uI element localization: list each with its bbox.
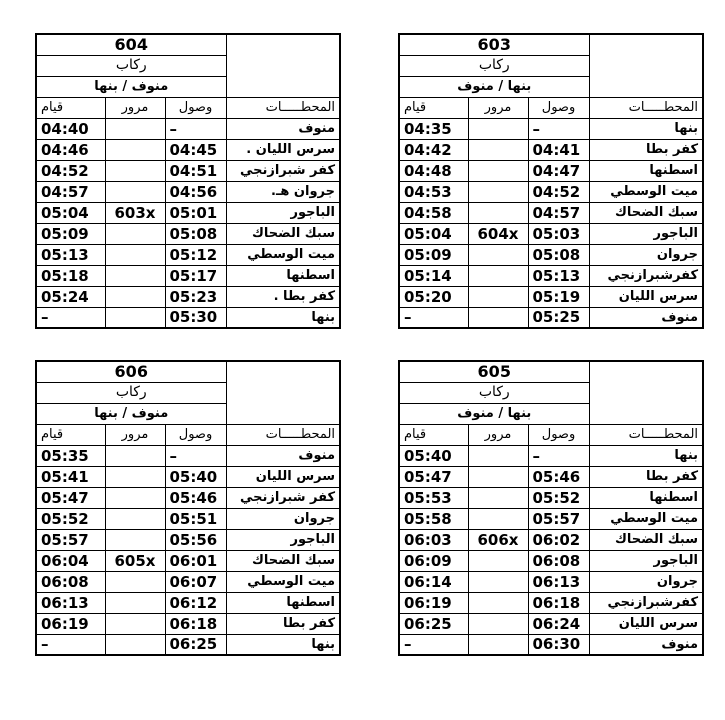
- train-number: 605: [477, 362, 511, 382]
- arrive-time: 05:08: [165, 223, 226, 244]
- depart-time: –: [36, 634, 105, 655]
- pass-marker: [468, 445, 528, 466]
- station-name: كفر شبرازنجي: [226, 487, 340, 508]
- depart-time: 05:47: [399, 466, 468, 487]
- station-name: سرس الليان: [589, 286, 703, 307]
- column-header-arrive: وصول: [165, 97, 226, 118]
- timetable-row: [36, 445, 340, 466]
- station-name: سبك الضحاك: [589, 202, 703, 223]
- station-name: بنها: [589, 118, 703, 139]
- depart-time: –: [399, 634, 468, 655]
- arrive-time: 04:57: [528, 202, 589, 223]
- station-name: سبك الضحاك: [226, 223, 340, 244]
- pass-marker: [468, 181, 528, 202]
- pass-marker: [468, 508, 528, 529]
- arrive-time: 06:12: [165, 592, 226, 613]
- train-type: ركاب: [399, 55, 589, 76]
- header-blank-cell: [226, 34, 340, 97]
- train-route: بنها / منوف: [399, 403, 589, 424]
- station-name: ميت الوسطي: [589, 181, 703, 202]
- pass-marker: [468, 550, 528, 571]
- pass-marker: [468, 139, 528, 160]
- depart-time: 05:58: [399, 508, 468, 529]
- timetable-row: [399, 466, 703, 487]
- header-blank-cell: [226, 361, 340, 424]
- depart-time: 05:24: [36, 286, 105, 307]
- depart-time: 05:20: [399, 286, 468, 307]
- pass-marker: [468, 265, 528, 286]
- timetable-row: [36, 181, 340, 202]
- pass-marker: [105, 223, 165, 244]
- train-route: بنها / منوف: [399, 76, 589, 97]
- station-name: جروان: [589, 244, 703, 265]
- station-name: كفر بطا: [226, 613, 340, 634]
- depart-time: 05:18: [36, 265, 105, 286]
- arrive-time: 05:51: [165, 508, 226, 529]
- column-header-stations: المحطـــــات: [226, 97, 340, 118]
- timetable-train-606: [35, 360, 341, 656]
- arrive-time: 04:51: [165, 160, 226, 181]
- pass-marker: [468, 202, 528, 223]
- timetable-row: [36, 244, 340, 265]
- timetable-row: [399, 160, 703, 181]
- arrive-time: 04:47: [528, 160, 589, 181]
- timetable-row: [36, 592, 340, 613]
- station-name: ميت الوسطي: [589, 508, 703, 529]
- timetable-row: [399, 634, 703, 655]
- arrive-time: 06:07: [165, 571, 226, 592]
- station-name: كفر بطا .: [226, 286, 340, 307]
- arrive-time: 05:13: [528, 265, 589, 286]
- timetable-row: [36, 202, 340, 223]
- pass-marker: [105, 286, 165, 307]
- depart-time: –: [399, 307, 468, 328]
- header-blank-cell: [589, 34, 703, 97]
- column-header-depart: قيام: [399, 97, 468, 118]
- pass-marker: [105, 487, 165, 508]
- arrive-time: 05:25: [528, 307, 589, 328]
- column-header-stations: المحطـــــات: [589, 97, 703, 118]
- station-name: كفر بطا: [589, 466, 703, 487]
- pass-marker: [105, 265, 165, 286]
- depart-time: 05:09: [36, 223, 105, 244]
- pass-marker: 603x: [105, 202, 165, 223]
- pass-marker: [468, 118, 528, 139]
- timetable-row: [399, 529, 703, 550]
- timetable-row: [36, 160, 340, 181]
- depart-time: 05:04: [36, 202, 105, 223]
- arrive-time: 06:25: [165, 634, 226, 655]
- timetable-train-605: [398, 360, 704, 656]
- station-name: منوف: [589, 307, 703, 328]
- arrive-time: 04:52: [528, 181, 589, 202]
- pass-marker: [105, 466, 165, 487]
- pass-marker: [105, 571, 165, 592]
- pass-marker: [468, 592, 528, 613]
- station-name: بنها: [589, 445, 703, 466]
- depart-time: 05:40: [399, 445, 468, 466]
- timetable-row: [36, 571, 340, 592]
- station-name: سرس الليان .: [226, 139, 340, 160]
- timetable-row: [399, 286, 703, 307]
- station-name: ميت الوسطي: [226, 244, 340, 265]
- arrive-time: 05:01: [165, 202, 226, 223]
- column-header-arrive: وصول: [165, 424, 226, 445]
- pass-marker: [468, 487, 528, 508]
- pass-marker: [105, 592, 165, 613]
- pass-marker: [468, 244, 528, 265]
- depart-time: 04:57: [36, 181, 105, 202]
- timetable-row: [399, 265, 703, 286]
- column-header-stations: المحطـــــات: [589, 424, 703, 445]
- arrive-time: 05:08: [528, 244, 589, 265]
- timetable-train-604: [35, 33, 341, 329]
- timetable-row: [399, 244, 703, 265]
- depart-time: 06:19: [399, 592, 468, 613]
- timetable-row: [399, 223, 703, 244]
- arrive-time: 06:24: [528, 613, 589, 634]
- arrive-time: 05:03: [528, 223, 589, 244]
- arrive-time: 05:17: [165, 265, 226, 286]
- pass-marker: [105, 508, 165, 529]
- station-name: جروان: [589, 571, 703, 592]
- timetable-row: [36, 613, 340, 634]
- timetable-row: [399, 445, 703, 466]
- timetable-row: [399, 118, 703, 139]
- train-number: 606: [114, 362, 148, 382]
- pass-marker: [468, 634, 528, 655]
- depart-time: 04:53: [399, 181, 468, 202]
- depart-time: 05:13: [36, 244, 105, 265]
- timetable-row: [36, 118, 340, 139]
- arrive-time: –: [528, 118, 589, 139]
- depart-time: 04:58: [399, 202, 468, 223]
- depart-time: 06:03: [399, 529, 468, 550]
- pass-marker: [105, 139, 165, 160]
- train-type: ركاب: [36, 382, 226, 403]
- timetable-row: [399, 592, 703, 613]
- station-name: الباجور: [589, 223, 703, 244]
- arrive-time: 05:46: [528, 466, 589, 487]
- pass-marker: [105, 613, 165, 634]
- pass-marker: [105, 244, 165, 265]
- arrive-time: 05:23: [165, 286, 226, 307]
- timetable-row: [399, 487, 703, 508]
- timetable-row: [399, 307, 703, 328]
- depart-time: 04:35: [399, 118, 468, 139]
- train-route: منوف / بنها: [36, 76, 226, 97]
- pass-marker: [105, 445, 165, 466]
- train-number: 604: [114, 35, 148, 55]
- arrive-time: 06:30: [528, 634, 589, 655]
- column-header-pass: مرور: [468, 97, 528, 118]
- station-name: اسطنها: [589, 160, 703, 181]
- depart-time: 06:08: [36, 571, 105, 592]
- depart-time: 05:35: [36, 445, 105, 466]
- station-name: اسطنها: [226, 265, 340, 286]
- station-name: سبك الضحاك: [589, 529, 703, 550]
- header-blank-cell: [589, 361, 703, 424]
- depart-time: 06:14: [399, 571, 468, 592]
- timetable-row: [399, 550, 703, 571]
- timetable-row: [399, 181, 703, 202]
- station-name: جروان: [226, 508, 340, 529]
- station-name: بنها: [226, 634, 340, 655]
- column-header-pass: مرور: [468, 424, 528, 445]
- depart-time: 04:40: [36, 118, 105, 139]
- train-type: ركاب: [36, 55, 226, 76]
- arrive-time: 05:46: [165, 487, 226, 508]
- pass-marker: [468, 466, 528, 487]
- timetable-row: [399, 613, 703, 634]
- depart-time: –: [36, 307, 105, 328]
- depart-time: 06:19: [36, 613, 105, 634]
- timetable-row: [36, 307, 340, 328]
- column-header-depart: قيام: [36, 97, 105, 118]
- arrive-time: 06:13: [528, 571, 589, 592]
- column-header-stations: المحطـــــات: [226, 424, 340, 445]
- depart-time: 04:52: [36, 160, 105, 181]
- pass-marker: [468, 307, 528, 328]
- column-header-pass: مرور: [105, 97, 165, 118]
- timetable-row: [36, 139, 340, 160]
- column-header-arrive: وصول: [528, 424, 589, 445]
- station-name: بنها: [226, 307, 340, 328]
- depart-time: 05:14: [399, 265, 468, 286]
- arrive-time: –: [165, 445, 226, 466]
- arrive-time: –: [165, 118, 226, 139]
- depart-time: 05:53: [399, 487, 468, 508]
- arrive-time: 06:08: [528, 550, 589, 571]
- pass-marker: [105, 529, 165, 550]
- depart-time: 05:47: [36, 487, 105, 508]
- timetable-row: [399, 508, 703, 529]
- depart-time: 05:41: [36, 466, 105, 487]
- station-name: الباجور: [226, 529, 340, 550]
- timetable-row: [36, 286, 340, 307]
- station-name: كفر شبرازنجي: [226, 160, 340, 181]
- arrive-time: 05:57: [528, 508, 589, 529]
- pass-marker: [468, 613, 528, 634]
- arrive-time: 04:56: [165, 181, 226, 202]
- train-number: 603: [477, 35, 511, 55]
- arrive-time: –: [528, 445, 589, 466]
- timetable-row: [36, 550, 340, 571]
- timetable-row: [36, 634, 340, 655]
- pass-marker: [105, 118, 165, 139]
- column-header-arrive: وصول: [528, 97, 589, 118]
- timetable-row: [36, 466, 340, 487]
- depart-time: 04:46: [36, 139, 105, 160]
- arrive-time: 05:30: [165, 307, 226, 328]
- arrive-time: 06:18: [165, 613, 226, 634]
- column-header-pass: مرور: [105, 424, 165, 445]
- timetable-row: [399, 139, 703, 160]
- depart-time: 05:09: [399, 244, 468, 265]
- timetable-train-603: [398, 33, 704, 329]
- train-route: منوف / بنها: [36, 403, 226, 424]
- station-name: اسطنها: [226, 592, 340, 613]
- pass-marker: 604x: [468, 223, 528, 244]
- depart-time: 05:04: [399, 223, 468, 244]
- depart-time: 04:42: [399, 139, 468, 160]
- depart-time: 06:13: [36, 592, 105, 613]
- arrive-time: 04:41: [528, 139, 589, 160]
- station-name: سرس الليان: [226, 466, 340, 487]
- arrive-time: 05:52: [528, 487, 589, 508]
- column-header-depart: قيام: [399, 424, 468, 445]
- pass-marker: [105, 181, 165, 202]
- pass-marker: 605x: [105, 550, 165, 571]
- pass-marker: [468, 571, 528, 592]
- station-name: سرس الليان: [589, 613, 703, 634]
- arrive-time: 05:19: [528, 286, 589, 307]
- station-name: منوف: [589, 634, 703, 655]
- station-name: كفرشبرازنجي: [589, 592, 703, 613]
- arrive-time: 05:12: [165, 244, 226, 265]
- depart-time: 04:48: [399, 160, 468, 181]
- pass-marker: [105, 307, 165, 328]
- station-name: منوف: [226, 445, 340, 466]
- pass-marker: [105, 634, 165, 655]
- train-type: ركاب: [399, 382, 589, 403]
- pass-marker: [468, 160, 528, 181]
- pass-marker: 606x: [468, 529, 528, 550]
- pass-marker: [468, 286, 528, 307]
- timetable-row: [399, 202, 703, 223]
- station-name: منوف: [226, 118, 340, 139]
- station-name: سبك الضحاك: [226, 550, 340, 571]
- station-name: كفر بطا: [589, 139, 703, 160]
- station-name: كفرشبرازنجي: [589, 265, 703, 286]
- timetable-row: [36, 265, 340, 286]
- timetable-row: [399, 571, 703, 592]
- column-header-depart: قيام: [36, 424, 105, 445]
- timetable-row: [36, 508, 340, 529]
- depart-time: 05:52: [36, 508, 105, 529]
- depart-time: 06:25: [399, 613, 468, 634]
- timetable-row: [36, 529, 340, 550]
- arrive-time: 06:01: [165, 550, 226, 571]
- arrive-time: 05:40: [165, 466, 226, 487]
- station-name: جروان هـ.: [226, 181, 340, 202]
- depart-time: 05:57: [36, 529, 105, 550]
- station-name: اسطنها: [589, 487, 703, 508]
- arrive-time: 04:45: [165, 139, 226, 160]
- arrive-time: 06:18: [528, 592, 589, 613]
- timetable-row: [36, 487, 340, 508]
- arrive-time: 05:56: [165, 529, 226, 550]
- pass-marker: [105, 160, 165, 181]
- arrive-time: 06:02: [528, 529, 589, 550]
- depart-time: 06:04: [36, 550, 105, 571]
- timetable-row: [36, 223, 340, 244]
- station-name: ميت الوسطي: [226, 571, 340, 592]
- station-name: الباجور: [589, 550, 703, 571]
- station-name: الباجور: [226, 202, 340, 223]
- depart-time: 06:09: [399, 550, 468, 571]
